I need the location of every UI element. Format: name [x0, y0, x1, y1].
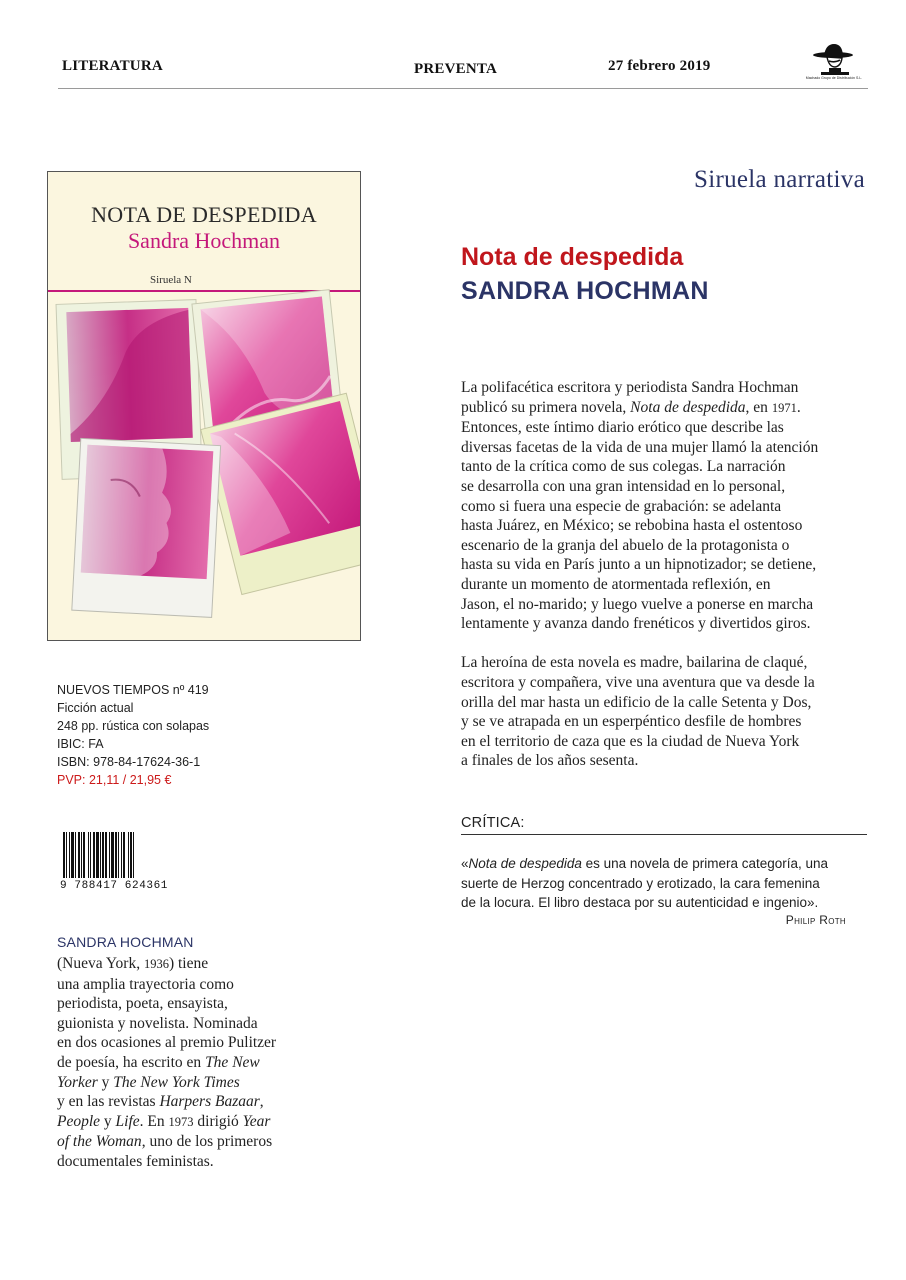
isbn: ISBN: 978-84-17624-36-1 — [57, 755, 201, 769]
synopsis-line: escritora y compañera, vive una aventura que va desde la — [461, 673, 815, 691]
price: PVP: 21,11 / 21,95 € — [57, 773, 172, 787]
collection-name: Siruela narrativa — [694, 166, 865, 193]
author-bio-line: of the Woman, uno de los primeros — [57, 1133, 273, 1151]
book-cover — [47, 171, 361, 641]
section-label: LITERATURA — [62, 58, 163, 74]
author-bio-line: (Nueva York, 1936) tiene — [57, 955, 209, 972]
synopsis-line: Entonces, este íntimo diario erótico que describe las — [461, 419, 784, 437]
review-quote-line: suerte de Herzog concentrado y erotizado, la cara femenina — [461, 875, 820, 891]
format: 248 pp. rústica con solapas — [57, 719, 210, 733]
synopsis-line: publicó su primera novela, Nota de despedida, en 1971. — [461, 398, 801, 416]
genre: Ficción actual — [57, 701, 134, 715]
synopsis-line: como si fuera una especie de grabación: se adelanta — [461, 497, 782, 515]
barcode-bar — [130, 832, 132, 878]
barcode-bar — [123, 832, 125, 878]
author-bio-line: People y Life. En 1973 dirigió Year — [57, 1112, 271, 1130]
synopsis-line: escenario de la granja del abuelo de la protagonista o — [461, 536, 790, 554]
author-bio-line: Yorker y The New York Times — [57, 1073, 240, 1091]
barcode-bar — [93, 832, 95, 878]
page-header — [58, 58, 868, 89]
author-bio-line: una amplia trayectoria como — [57, 975, 234, 993]
barcode-bar — [88, 832, 89, 878]
barcode-bar — [102, 832, 104, 878]
barcode-bar — [118, 832, 119, 878]
synopsis-line: tanto de la crítica como de sus colegas. La narración — [461, 458, 786, 476]
synopsis-line: Jason, el no-marido; y luego vuelve a ponerse en marcha — [461, 595, 814, 613]
book-author: SANDRA HOCHMAN — [461, 277, 709, 305]
barcode-bar — [100, 832, 101, 878]
barcode-bar — [81, 832, 82, 878]
barcode-bar — [115, 832, 117, 878]
synopsis-line: La heroína de esta novela es madre, bailarina de claqué, — [461, 654, 808, 672]
synopsis-line: se desarrolla con una gran intensidad en lo personal, — [461, 477, 786, 495]
polaroid-middle-right — [201, 393, 361, 594]
synopsis-line: lentamente y avanza dando frenéticos y divertidos giros. — [461, 615, 811, 633]
ibic-code: IBIC: FA — [57, 737, 104, 751]
barcode-bar — [121, 832, 122, 878]
book-details — [57, 681, 209, 789]
author-bio-line: guionista y novelista. Nominada — [57, 1014, 258, 1032]
cover-title: NOTA DE DESPEDIDA — [91, 202, 317, 227]
barcode-bar — [69, 832, 70, 878]
author-bio-line: y en las revistas Harpers Bazaar, — [57, 1093, 264, 1111]
synopsis-paragraph — [461, 653, 881, 771]
barcode-bar — [105, 832, 107, 878]
synopsis-line: orilla del mar hasta un edificio de la calle Setenta y Dos, — [461, 693, 812, 711]
author-bio-line: periodista, poeta, ensayista, — [57, 995, 228, 1013]
polaroid-front-left — [72, 438, 221, 617]
critica-heading: CRÍTICA: — [461, 815, 867, 835]
synopsis-line: diversas facetas de la vida de una mujer llamó la atención — [461, 438, 819, 456]
synopsis-line: durante un momento de atormentada reflexión, en — [461, 575, 771, 593]
barcode-bar — [66, 832, 67, 878]
barcode-bar — [109, 832, 110, 878]
barcode-number: 9 788417 624361 — [59, 880, 169, 892]
synopsis-line: a finales de los años sesenta. — [461, 752, 639, 770]
status-label: PREVENTA — [414, 61, 497, 77]
barcode-bar — [128, 832, 129, 878]
barcode-bar — [133, 832, 134, 878]
synopsis-paragraph — [461, 378, 881, 634]
logo-caption: Machado Grupo de Distribución S.L. — [805, 76, 863, 80]
cover-imprint: Siruela N — [150, 274, 192, 286]
collection-number: NUEVOS TIEMPOS nº 419 — [57, 683, 209, 697]
barcode-bar — [78, 832, 80, 878]
synopsis-line: y se ve atrapada en un esperpéntico desfile de hombres — [461, 713, 802, 731]
distributor-logo — [802, 41, 866, 85]
author-bio-line: en dos ocasiones al premio Pulitzer — [57, 1034, 277, 1052]
author-bio-heading: SANDRA HOCHMAN — [57, 934, 194, 950]
synopsis-line: hasta su vida en París junto a un hipnotizador; se detiene, — [461, 556, 817, 574]
barcode-bar — [111, 832, 114, 878]
review-quote-author: Philip Roth — [785, 913, 846, 927]
author-bio — [57, 954, 327, 1172]
hat-man-logo-icon — [802, 41, 866, 77]
barcode-bar — [75, 832, 76, 878]
author-bio-line: de poesía, ha escrito en The New — [57, 1053, 260, 1071]
review-quote — [461, 854, 871, 913]
barcode-bar — [71, 832, 74, 878]
review-quote-line: «Nota de despedida es una novela de primera categoría, una — [461, 856, 829, 871]
barcode-bar — [90, 832, 91, 878]
barcode-bar — [96, 832, 99, 878]
synopsis-line: en el territorio de caza que es la ciudad de Nueva York — [461, 732, 800, 750]
cover-author: Sandra Hochman — [127, 228, 281, 253]
release-date: 27 febrero 2019 — [608, 58, 711, 74]
barcode-bar — [83, 832, 85, 878]
book-title: Nota de despedida — [461, 243, 684, 271]
synopsis-line: La polifacética escritora y periodista Sandra Hochman — [461, 379, 799, 396]
review-quote-line: de la locura. El libro destaca por su autenticidad e ingenio». — [461, 895, 819, 910]
synopsis — [461, 378, 881, 771]
barcode-bar — [63, 832, 65, 878]
author-bio-line: documentales feministas. — [57, 1152, 214, 1170]
synopsis-line: hasta Juárez, en México; se rebobina hasta el ostentoso — [461, 517, 803, 535]
polaroid-photos-illustration — [48, 282, 361, 641]
